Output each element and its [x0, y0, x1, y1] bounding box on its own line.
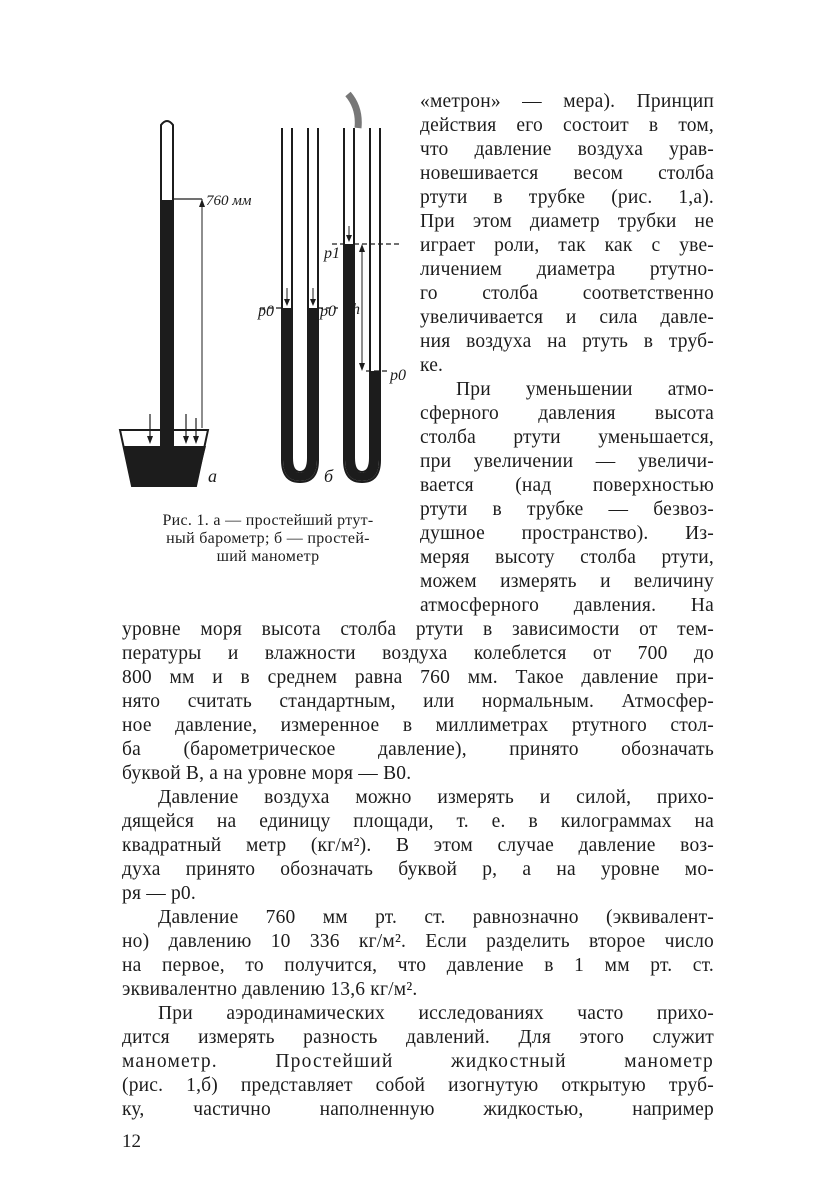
- figure-caption-line: ший манометр: [216, 548, 320, 565]
- column-text-line: При уменьшении атмо-: [456, 379, 714, 400]
- body-text-line: нято считать стандартным, или нормальным. Атмосфер-: [122, 691, 714, 712]
- column-text-line: сферного давления высота: [420, 403, 714, 424]
- body-text-line: ба (барометрическое давление), принято обозначать: [122, 739, 714, 760]
- body-text-line: (рис. 1,б) представляет собой изогнутую открытую труб-: [122, 1075, 714, 1096]
- column-text-line: При этом диаметр трубки не: [420, 211, 714, 232]
- column-text-line: ке.: [420, 355, 444, 376]
- body-text-line: ку, частично наполненную жидкостью, например: [122, 1099, 714, 1120]
- barometer-diagram: [120, 121, 208, 486]
- column-text-line: душное пространство). Из-: [420, 523, 714, 544]
- body-text-line: духа принято обозначать буквой p, а на уровне мо-: [122, 859, 714, 880]
- label-p0-mid: p0: [320, 303, 336, 320]
- column-text-line: меряя высоту столба ртути,: [420, 547, 714, 568]
- figure-caption-line: Рис. 1. а — простейший ртут-: [162, 512, 374, 529]
- column-text-line: атмосферного давления. На: [420, 595, 714, 616]
- column-text-line: увеличивается и сила давле-: [420, 307, 714, 328]
- body-text-line: эквивалентно давлению 13,6 кг/м².: [122, 979, 418, 1000]
- column-text-line: ртути в трубке (рис. 1,а).: [420, 187, 714, 208]
- body-text-line: но) давлению 10 336 кг/м². Если разделить второе число: [122, 931, 714, 952]
- body-text-line: буквой B, а на уровне моря — B0.: [122, 763, 412, 784]
- column-text-line: при увеличении — увеличи-: [420, 451, 714, 472]
- column-text-line: играет роли, так как с уве-: [420, 235, 714, 256]
- body-text-line: уровне моря высота столба ртути в зависимости от тем-: [122, 619, 714, 640]
- column-text-line: новешивается весом столба: [420, 163, 714, 184]
- column-text-line: го столба соответственно: [420, 283, 714, 304]
- mark-760-label: 760 мм: [206, 193, 252, 209]
- body-text-line: ря — p0.: [122, 883, 196, 904]
- body-text-line: При аэродинамических исследованиях часто прихо-: [158, 1003, 714, 1024]
- page-number: 12: [122, 1131, 141, 1152]
- column-text-line: личением диаметра ртутно-: [420, 259, 714, 280]
- label-a: а: [208, 466, 217, 486]
- column-text-line: «метрон» — мера). Принцип: [420, 91, 714, 112]
- body-text-line: 800 мм и в среднем равна 760 мм. Такое давление при-: [122, 667, 714, 688]
- body-text-line: Давление 760 мм рт. ст. равнозначно (эквивалент-: [158, 907, 714, 928]
- body-text-line: квадратный метр (кг/м²). В этом случае давление воз-: [122, 835, 714, 856]
- column-text-line: можем измерять и величину: [420, 571, 714, 592]
- body-text-line: манометр. Простейший жидкостный манометр: [122, 1051, 714, 1072]
- manometer-right-diagram: [332, 94, 402, 482]
- body-text-line: ное давление, измеренное в миллиметрах ртутного стол-: [122, 715, 714, 736]
- label-b: б: [324, 466, 334, 486]
- label-h: h: [352, 301, 360, 318]
- body-text-line: дящейся на единицу площади, т. е. в килограммах на: [122, 811, 714, 832]
- figure-barometer-manometer: [110, 88, 420, 498]
- label-p0-right: p0: [390, 367, 406, 384]
- column-text-line: столба ртути уменьшается,: [420, 427, 714, 448]
- column-text-line: ния воздуха на ртуть в труб-: [420, 331, 714, 352]
- figure-caption-line: ный барометр; б — простей-: [166, 530, 370, 547]
- column-text-line: вается (над поверхностью: [420, 475, 714, 496]
- body-text-line: на первое, то получится, что давление в 1 мм рт. ст.: [122, 955, 714, 976]
- column-text-line: ртути в трубке — безвоз-: [420, 499, 714, 520]
- body-text-line: дится измерять разность давлений. Для этого служит: [122, 1027, 714, 1048]
- body-text-line: Давление воздуха можно измерять и силой, прихо-: [158, 787, 714, 808]
- label-p1: p1: [324, 245, 340, 262]
- label-p0-left: p0: [258, 303, 274, 320]
- column-text-line: действия его состоит в том,: [420, 115, 714, 136]
- column-text-line: что давление воздуха урав-: [420, 139, 714, 160]
- body-text-line: пературы и влажности воздуха колеблется от 700 до: [122, 643, 714, 664]
